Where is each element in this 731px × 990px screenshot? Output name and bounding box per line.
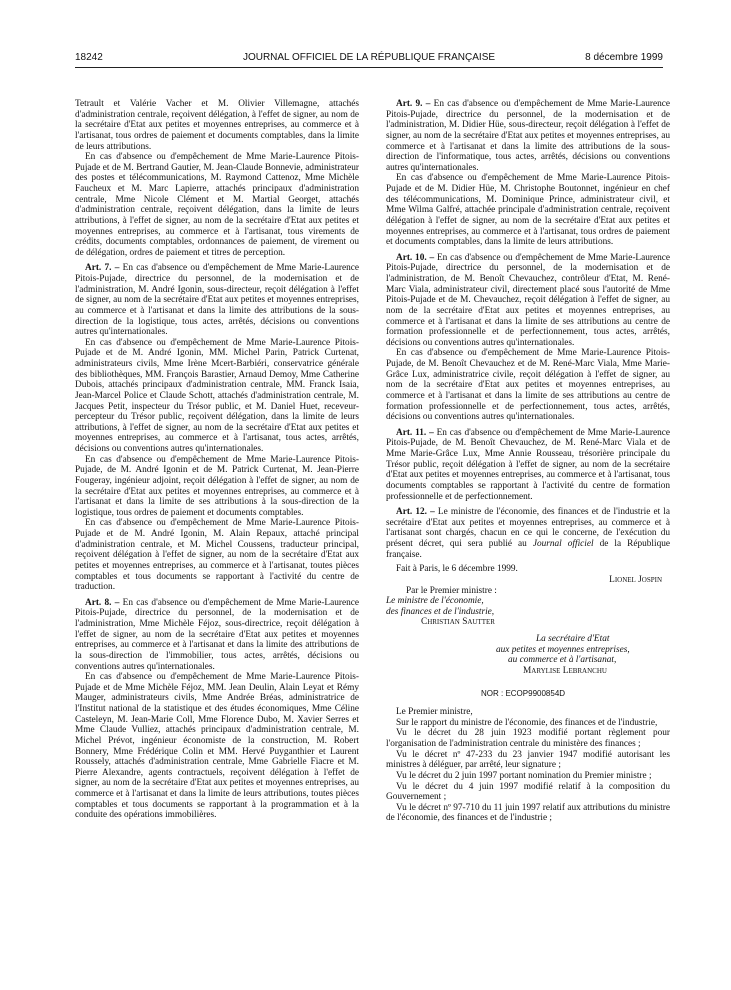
paragraph: En cas d'absence ou d'empêchement de Mme Marie-Laurence Pitois-Pujade et de M. Bertrand Gautier, M. Jean-Claude Bonnevie, administrateur des postes et télécommunications, M. Raymond Cattenoz, Mme Michèle Faucheux et M. Marc Lapierre, attachés principaux d'administration centrale, Mme Nicole Clément et M. Martial Georget, attachés d'administration centrale, reçoivent délégation, dans la limite de leurs attributions, à l'effet de signer, au nom de la secrétaire d'Etat aux petites et moyennes entreprises, au commerce et à l'artisanat, tous virements de crédits, documents comptables, ordonnances de paiement, de virement ou de délégation, ordres de paiement et titres de perception.: [75, 152, 359, 258]
paragraph: Vu le décret nº 47-233 du 23 janvier 1947 modifié autorisant les ministres à déléguer, par arrêté, leur signature ;: [386, 749, 670, 771]
article-11: [386, 428, 670, 502]
paragraph: Vu le décret du 28 juin 1923 modifié portant règlement pour l'organisation de l'administration centrale du ministère des finances ;: [386, 728, 670, 749]
article-7: [75, 263, 359, 337]
page-header: [75, 52, 663, 66]
journal-title: JOURNAL OFFICIEL DE LA RÉPUBLIQUE FRANÇAISE: [242, 52, 496, 63]
prime-minister-by: Par le Premier ministre :: [406, 585, 497, 596]
article-text: En cas d'absence ou d'empêchement de Mme Marie-Laurence Pitois-Pujade, directrice du personnel, de la modernisation et de l'administration, Mme Michèle Féjoz, sous-directrice, reçoit délégation à l'effet de signer, au nom de la secrétaire d'Etat aux petites et moyennes entreprises, au commerce et à l'artisanat et dans la limite des attributions de la sous-direction de l'immobilier, tous actes, arrêtés, décisions ou conventions autres qu'internationales.: [75, 597, 359, 672]
minister-name: Christian Sautter: [421, 617, 495, 628]
minister-title-1: Le ministre de l'économie,: [386, 596, 484, 607]
article-text: En cas d'absence ou d'empêchement de Mme Marie-Laurence Pitois-Pujade, directrice du personnel, de la modernisation et de l'administration, M. André Igonin, sous-directeur, reçoit délégation à l'effet de signer, au nom de la secrétaire d'Etat aux petites et moyennes entreprises, au commerce et à l'artisanat et dans la limite des attributions de la sous-direction de la logistique, tous actes, arrêtés, décisions ou conventions autres qu'internationales.: [75, 263, 359, 338]
decree-preamble: [386, 707, 670, 824]
article-text: En cas d'absence ou d'empêchement de Mme Marie-Laurence Pitois-Pujade, directrice du personnel, de la modernisation et de l'administration, M. Didier Hüe, sous-directeur, reçoit délégation à l'effet de signer, au nom de la secrétaire d'Etat aux petites et moyennes entreprises, au commerce et à l'artisanat et dans la limite des attributions de la sous-direction de l'informatique, tous actes, arrêtés, décisions ou conventions autres qu'internationales.: [386, 99, 670, 173]
paragraph: En cas d'absence ou d'empêchement de Mme Marie-Laurence Pitois-Pujade et de M. André Igonin, MM. Michel Parin, Patrick Curtenat, administrateurs civils, Mme Irène Mcert-Barbiéri, conservatrice générale des bibliothèques, MM. François Barastier, Arnaud Demoy, Mme Catherine Dubois, attachés principaux d'administration centrale, MM. Franck Isaia, Jean-Marcel Police et Claude Schott, attachés d'administration centrale, M. Jacques Petit, inspecteur du Trésor public, et M. Daniel Huet, receveur-percepteur du Trésor public, reçoivent délégation, dans la limite de leurs attributions, à l'effet de signer, au nom de la secrétaire d'Etat aux petites et moyennes entreprises, au commerce et à l'artisanat, tous actes, arrêtés, décisions ou conventions autres qu'internationales.: [75, 337, 359, 454]
paragraph: En cas d'absence ou d'empêchement de Mme Marie-Laurence Pitois-Pujade et de Mme Michèle Féjoz, MM. Jean Deulin, Alain Leyat et Rémy Mauger, administrateurs civils, Mme Andrée Bréas, administratrice de l'Institut national de la statistique et des études économiques, Mme Céline Casteleyn, M. Jean-Marie Coll, Mme Florence Dubo, M. Xavier Serres et Mme Claude Vulliez, attachés principaux d'administration centrale, M. Michel Prévot, ingénieur économiste de la construction, M. Robert Bonnery, Mme Frédérique Colin et MM. Hervé Puyganthier et Laurent Roussely, attachés d'administration centrale, Mme Gabrielle Fiacre et M. Pierre Alexandre, agents contractuels, reçoivent délégation à l'effet de signer, au nom de la secrétaire d'Etat aux petites et moyennes entreprises, au commerce et à l'artisanat et dans la limite de leurs attributions, toutes pièces comptables et tous documents se rapportant à la programmation et à la conduite des opérations immobilières.: [75, 672, 359, 821]
article-text: En cas d'absence ou d'empêchement de Mme Marie-Laurence Pitois-Pujade, directrice du personnel, de la modernisation et de l'administration, de M. Benoît Chevauchez, contrôleur d'Etat, M. René-Marc Viala, administrateur civil, directement placé sous l'autorité de Mme Pitois-Pujade et de M. Chevauchez, reçoit délégation à l'effet de signer, au nom de la secrétaire d'Etat aux petites et moyennes entreprises, au commerce et à l'artisanat et dans la limite de ses attributions au centre de formation professionnelle et de perfectionnement, tous actes, arrêtés, décisions ou conventions autres qu'internationales.: [386, 252, 670, 348]
paragraph: En cas d'absence ou d'empêchement de Mme Marie-Laurence Pitois-Pujade et de M. Didier Hüe, M. Christophe Boutonnet, ingénieur en chef des télécommunications, M. Dominique Prince, administrateur civil, et Mme Wilma Galfré, attachée principale d'administration centrale, reçoivent délégation à l'effet de signer, au nom de la secrétaire d'Etat aux petites et moyennes entreprises, au commerce et à l'artisanat, tous ordres de paiement et documents comptables, dans la limite de leurs attributions.: [386, 173, 670, 248]
article-text: En cas d'absence ou d'empêchement de Mme Marie-Laurence Pitois-Pujade, de M. Benoît Chevauchez, de M. René-Marc Viala et de Mme Marie-Grâce Lux, Mme Annie Rousseau, trésorière principale du Trésor public, reçoit délégation à l'effet de signer, au nom de la secrétaire d'Etat aux petites et moyennes entreprises, au commerce et à l'artisanat, tous documents comptables se rapportant à l'activité du centre de formation professionnelle et de perfectionnement.: [386, 427, 670, 502]
journal-name: Journal officiel: [532, 539, 594, 549]
article-8: [75, 598, 359, 672]
paragraph: Vu le décret du 4 juin 1997 modifié relatif à la composition du Gouvernement ;: [386, 781, 670, 803]
article-label: Art. 9. –: [396, 99, 431, 109]
paragraph: Tetrault et Valérie Vacher et M. Olivier Villemagne, attachés d'administration centrale, reçoivent délégation, à l'effet de signer, au nom de la secrétaire d'Etat aux petites et moyennes entreprises, au commerce et à l'artisanat, tous ordres de paiement et documents comptables, dans la limite de leurs attributions.: [75, 99, 359, 152]
done-at: Fait à Paris, le 6 décembre 1999.: [396, 564, 518, 575]
paragraph: Vu le décret nº 97-710 du 11 juin 1997 relatif aux attributions du ministre de l'économie, des finances et de l'industrie ;: [386, 802, 670, 824]
signature-block: [386, 564, 670, 676]
right-column: [386, 99, 670, 824]
prime-minister-name: Lionel Jospin: [609, 574, 662, 585]
nor-reference: NOR : ECOP9900854D: [481, 688, 566, 698]
article-text: Le ministre de l'économie, des finances et de l'industrie et la secrétaire d'Etat aux petites et moyennes entreprises, au commerce et à l'artisanat sont chargés, chacun en ce qui le concerne, de l'exécution du présent décret, qui sera publié au: [386, 507, 670, 549]
secretary-title-3: au commerce et à l'artisanat,: [508, 655, 617, 666]
article-12: [386, 507, 670, 560]
paragraph: Le Premier ministre,: [396, 707, 473, 718]
left-column: [75, 99, 359, 821]
paragraph: En cas d'absence ou d'empêchement de Mme Marie-Laurence Pitois-Pujade et de M. André Igonin, M. Alain Repaux, attaché principal d'administration centrale, et M. Michel Coussens, traducteur principal, reçoivent délégation à l'effet de signer, au nom de la secrétaire d'Etat aux petites et moyennes entreprises, au commerce et à l'artisanat, toutes pièces comptables et tous documents se rapportant à l'activité du centre de traduction.: [75, 518, 359, 593]
secretary-name: Marylise Lebranchu: [523, 665, 607, 676]
article-label: Art. 12. –: [396, 507, 435, 518]
paragraph: En cas d'absence ou d'empêchement de Mme Marie-Laurence Pitois-Pujade, de M. André Igonin et de M. Patrick Curtenat, M. Jean-Pierre Fougeray, ingénieur adjoint, reçoit délégation à l'effet de signer, au nom de la secrétaire d'Etat aux petites et moyennes entreprises, au commerce et à l'artisanat et dans la limite de ses attributions à la sous-direction de la logistique, tous ordres de paiement et documents comptables.: [75, 454, 359, 518]
secretary-title-2: aux petites et moyennes entreprises,: [496, 644, 630, 655]
issue-date: 8 décembre 1999: [585, 52, 663, 63]
paragraph: Sur le rapport du ministre de l'économie, des finances et de l'industrie,: [396, 717, 658, 728]
article-label: Art. 7. –: [85, 263, 120, 274]
article-label: Art. 10. –: [396, 252, 435, 263]
page-number: 18242: [75, 52, 103, 63]
secretary-title-1: La secrétaire d'Etat: [536, 634, 610, 644]
paragraph: En cas d'absence ou d'empêchement de Mme Marie-Laurence Pitois-Pujade, de M. Benoît Chevauchez et de M. René-Marc Viala, Mme Marie-Grâce Lux, administratrice civile, reçoit délégation à l'effet de signer, au nom de la secrétaire d'Etat aux petites et moyennes entreprises, au commerce et à l'artisanat et dans la limite de ses attributions au centre de formation professionnelle et de perfectionnement, tous actes, arrêtés, décisions ou conventions autres qu'internationales.: [386, 348, 670, 423]
header-rule: [75, 67, 663, 68]
article-10: [386, 253, 670, 349]
minister-title-2: des finances et de l'industrie,: [386, 606, 495, 617]
article-9: [386, 99, 670, 173]
paragraph: Vu le décret du 2 juin 1997 portant nomination du Premier ministre ;: [396, 770, 652, 781]
article-text-end: de la République française.: [386, 539, 671, 560]
article-label: Art. 11. –: [396, 427, 434, 438]
article-label: Art. 8. –: [85, 597, 120, 608]
